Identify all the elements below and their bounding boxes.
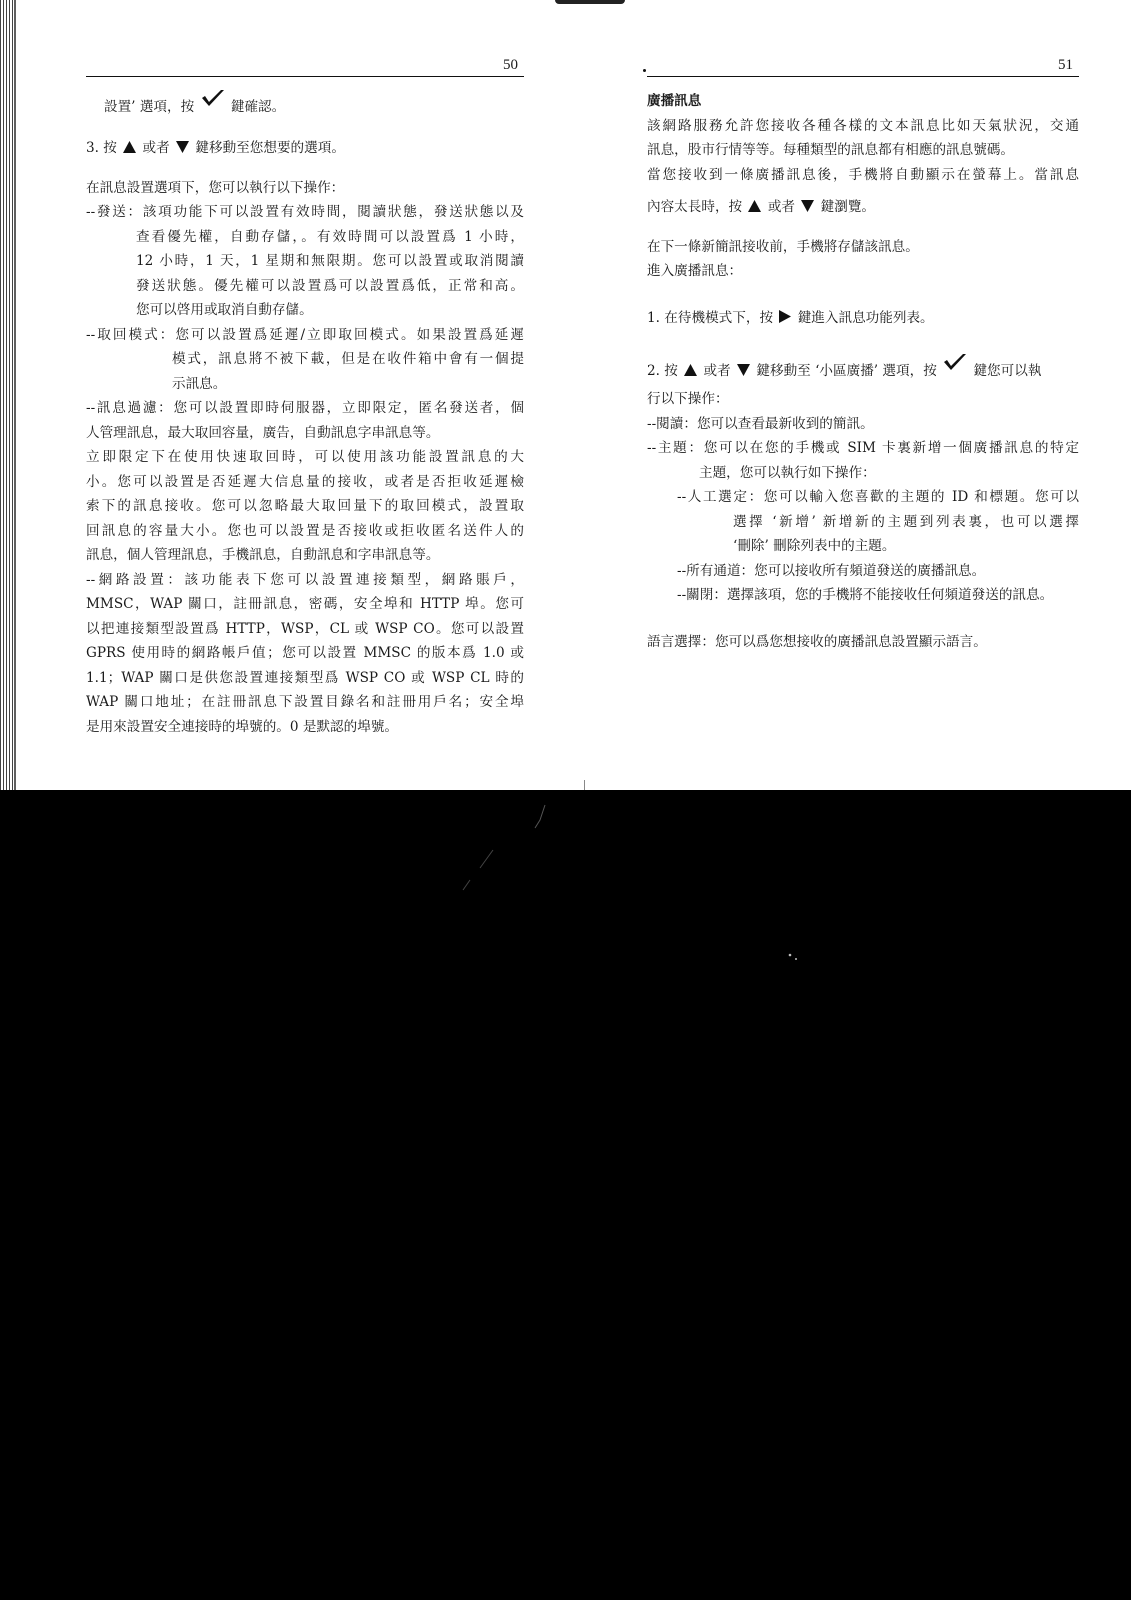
checkmark-icon <box>943 353 967 384</box>
text: 鍵移動至您想要的選項。 <box>195 140 345 156</box>
right-page <box>647 55 1079 654</box>
text: 鍵移動至 ‘小區廣播’ 選項，按 <box>756 363 937 379</box>
manual-line: 選擇 ‘新增’ 新增新的主題到列表裏，也可以選擇 <box>733 513 1079 530</box>
down-arrow-icon <box>801 196 814 221</box>
intro: 在訊息設置選項下，您可以執行以下操作： <box>86 179 345 196</box>
scan-background-specks <box>0 790 1131 1600</box>
header-rule <box>86 76 524 77</box>
text: 2. 按 <box>647 363 678 379</box>
book-spread <box>0 0 1131 790</box>
text: 鍵瀏覽。 <box>820 199 876 215</box>
section-heading: 廣播訊息 <box>647 93 702 109</box>
paragraph-line: 在下一條新簡訊接收前，手機將存儲該訊息。 <box>647 238 919 255</box>
paragraph-line: 立即限定下在使用快速取回時，可以使用該功能設置訊息的大 <box>86 449 524 465</box>
text: 或者 <box>703 363 731 379</box>
header-rule <box>647 76 1079 77</box>
retrieve-line: 示訊息。 <box>172 375 227 392</box>
filter-line: 人管理訊息，最大取回容量，廣告，自動訊息字串訊息等。 <box>86 424 440 441</box>
step-3 <box>86 136 524 162</box>
paragraph-line: 行以下操作： <box>647 391 729 407</box>
network-line: WAP 關口地址；在註冊訊息下設置目錄名和註冊用戶名；安全埠 <box>86 694 524 710</box>
paragraph-line: 索下的訊息接收。您可以忽略最大取回量下的取回模式，設置取 <box>86 498 524 514</box>
speck <box>643 69 646 72</box>
right-arrow-icon <box>779 307 791 332</box>
network-line: MMSC，WAP 關口，註冊訊息，密碼，安全埠和 HTTP 埠。您可 <box>86 596 524 612</box>
retrieve-line: --取回模式：您可以設置爲延遲/立即取回模式。如果設置爲延遲 <box>86 326 524 343</box>
up-arrow-icon <box>684 357 697 387</box>
send-line: 12 小時，1 天，1 星期和無限期。您可以設置或取消閱讀 <box>136 253 524 269</box>
send-line: 您可以啓用或取消自動存儲。 <box>136 302 313 318</box>
topic-line: --主題：您可以在您的手機或 SIM 卡裏新增一個廣播訊息的特定 <box>647 440 1079 456</box>
all-channels-line: --所有通道：您可以接收所有頻道發送的廣播訊息。 <box>677 562 986 579</box>
network-line: 是用來設置安全連接時的埠號的。0 是默認的埠號。 <box>86 718 399 735</box>
text: 內容太長時，按 <box>647 199 743 215</box>
paragraph-line <box>647 195 1079 221</box>
language-line: 語言選擇：您可以爲您想接收的廣播訊息設置顯示語言。 <box>647 633 987 650</box>
down-arrow-icon <box>176 137 189 162</box>
book-binding <box>0 0 14 790</box>
step-2 <box>647 353 1079 387</box>
text: 鍵確認。 <box>230 99 286 115</box>
network-line: GPRS 使用時的網路帳戶值；您可以設置 MMSC 的版本爲 1.0 或 <box>86 645 524 661</box>
paragraph-line: 進入廣播訊息： <box>647 263 743 279</box>
read-line: --閱讀：您可以查看最新收到的簡訊。 <box>647 415 874 432</box>
send-line: 查看優先權，自動存儲，。有效時間可以設置爲 1 小時， <box>136 228 524 245</box>
paragraph-line: 該網路服務允許您接收各種各樣的文本訊息比如天氣狀況，交通 <box>647 117 1079 134</box>
page-number: 51 <box>1058 57 1073 73</box>
off-line: --關閉：選擇該項，您的手機將不能接收任何頻道發送的訊息。 <box>677 587 1054 603</box>
center-fold-mark <box>584 780 585 790</box>
manual-line: --人工選定：您可以輸入您喜歡的主題的 ID 和標題。您可以 <box>677 489 1079 505</box>
text: 或者 <box>767 199 795 215</box>
page-edge-mark <box>555 0 625 4</box>
up-arrow-icon <box>748 196 761 221</box>
text-line <box>86 89 524 122</box>
text: 1. 在待機模式下，按 <box>647 309 774 326</box>
paragraph-line: 訊息，股市行情等等。每種類型的訊息都有相應的訊息號碼。 <box>647 142 1015 158</box>
filter-line: --訊息過濾：您可以設置即時伺服器，立即限定，匿名發送者，個 <box>86 400 524 416</box>
text: 鍵進入訊息功能列表。 <box>797 309 934 326</box>
step-1 <box>647 306 1079 332</box>
network-line: 以把連接類型設置爲 HTTP，WSP，CL 或 WSP CO。您可以設置 <box>86 620 524 637</box>
text: 鍵您可以執 <box>973 363 1042 379</box>
manual-line: ‘刪除’ 刪除列表中的主題。 <box>733 538 896 554</box>
retrieve-line: 模式，訊息將不被下載，但是在收件箱中會有一個提 <box>172 351 524 367</box>
checkmark-icon <box>201 89 225 120</box>
left-page <box>86 55 524 739</box>
text: 3. 按 <box>86 140 117 156</box>
paragraph-line: 當您接收到一條廣播訊息後，手機將自動顯示在螢幕上。當訊息 <box>647 166 1079 183</box>
send-line: --發送：該項功能下可以設置有效時間，閱讀狀態，發送狀態以及 <box>86 204 524 220</box>
page-number: 50 <box>503 57 518 73</box>
up-arrow-icon <box>123 137 136 162</box>
paragraph-line: 小。您可以設置是否延遲大信息量的接收，或者是否拒收延遲檢 <box>86 473 524 490</box>
send-line: 發送狀態。優先權可以設置爲可以設置爲低，正常和高。 <box>136 277 524 294</box>
paragraph-line: 回訊息的容量大小。您也可以設置是否接收或拒收匿名送件人的 <box>86 522 524 539</box>
network-line: --網路設置：該功能表下您可以設置連接類型，網路賬戶， <box>86 571 524 588</box>
paragraph-line: 訊息，個人管理訊息，手機訊息，自動訊息和字串訊息等。 <box>86 547 440 563</box>
network-line: 1.1；WAP 關口是供您設置連接類型爲 WSP CO 或 WSP CL 時的 <box>86 669 524 686</box>
topic-line: 主題，您可以執行如下操作： <box>699 464 876 481</box>
text: 設置’ 選項，按 <box>104 99 195 115</box>
text: 或者 <box>142 140 170 156</box>
down-arrow-icon <box>737 357 750 387</box>
